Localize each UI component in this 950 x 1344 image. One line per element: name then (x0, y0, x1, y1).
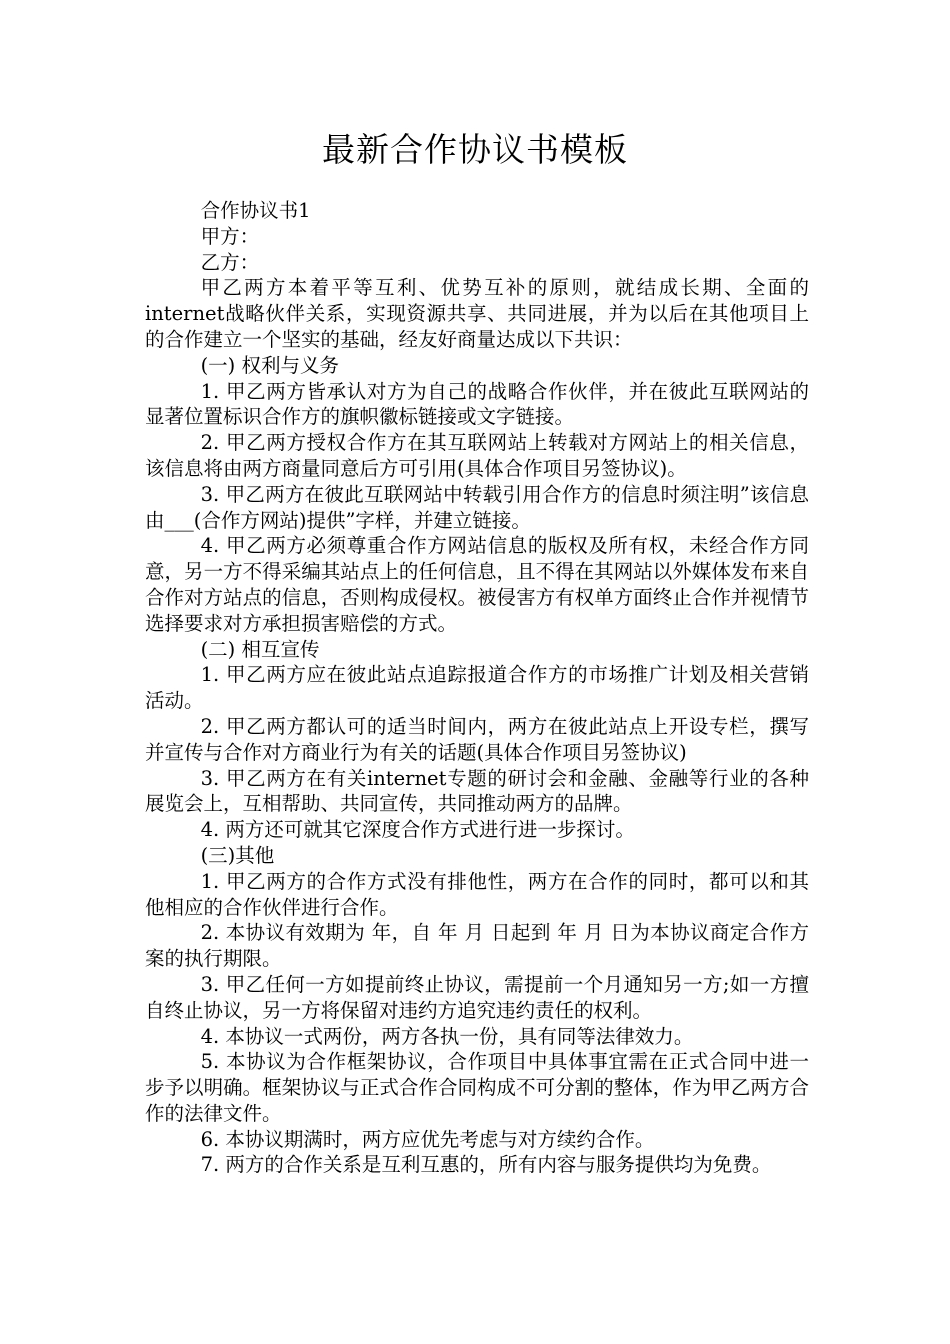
paragraph-other-7: 7. 两方的合作关系是互利互惠的，所有内容与服务提供均为免费。 (200, 1153, 772, 1177)
document-title: 最新合作协议书模板 (322, 130, 628, 169)
document-body (145, 198, 809, 1178)
paragraph-other-3: 3. 甲乙任何一方如提前终止协议，需提前一个月通知另一方;如一方擅自终止协议，另一方将保留对违约方追究违约责任的权利。 (145, 972, 809, 1022)
paragraph-other-4: 4. 本协议一式两份，两方各执一份，具有同等法律效力。 (200, 1024, 694, 1048)
paragraph-other-1: 1. 甲乙两方的合作方式没有排他性，两方在合作的同时，都可以和其他相应的合作伙伴进行合作。 (145, 869, 809, 919)
paragraph-promotion-1: 1. 甲乙两方应在彼此站点追踪报道合作方的市场推广计划及相关营销活动。 (145, 663, 809, 713)
section-heading-promotion: (二) 相互宣传 (200, 637, 320, 661)
paragraph-rights-2: 2. 甲乙两方授权合作方在其互联网站上转载对方网站上的相关信息，该信息将由两方商量同意后方可引用(具体合作项目另签协议)。 (145, 431, 809, 480)
paragraph-other-5: 5. 本协议为合作框架协议，合作项目中具体事宜需在正式合同中进一步予以明确。框架协议与正式合作合同构成不可分割的整体，作为甲乙两方合作的法律文件。 (145, 1050, 809, 1125)
paragraph-rights-4: 4. 甲乙两方必须尊重合作方网站信息的版权及所有权，未经合作方同意，另一方不得采编其站点上的任何信息，且不得在其网站以外媒体发布来自合作对方站点的信息，否则构成侵权。被侵害方有权单方面终止合作并视情节选择要求对方承担损害赔偿的方式。 (145, 534, 809, 635)
section-heading-rights: (一) 权利与义务 (200, 353, 339, 377)
paragraph-promotion-2: 2. 甲乙两方都认可的适当时间内，两方在彼此站点上开设专栏，撰写并宣传与合作对方商业行为有关的话题(具体合作项目另签协议) (145, 714, 809, 764)
section-heading-other: (三)其他 (200, 843, 275, 867)
paragraph-other-2: 2. 本协议有效期为 年，自 年 月 日起到 年 月 日为本协议商定合作方案的执行期限。 (145, 921, 809, 971)
paragraph-promotion-3: 3. 甲乙两方在有关internet专题的研讨会和金融、金融等行业的各种展览会上，互相帮助、共同宣传，共同推动两方的品牌。 (145, 766, 809, 816)
paragraph-subtitle: 合作协议书1 (200, 199, 311, 222)
paragraph-party-b: 乙方： (200, 250, 260, 274)
paragraph-promotion-4: 4. 两方还可就其它深度合作方式进行进一步探讨。 (200, 818, 635, 842)
paragraph-intro: 甲乙两方本着平等互利、优势互补的原则，就结成长期、全面的internet战略伙伴关系，实现资源共享、共同进展，并为以后在其他项目上的合作建立一个坚实的基础，经友好商量达成以下共识： (145, 276, 809, 351)
paragraph-party-a: 甲方： (200, 224, 260, 248)
paragraph-rights-1: 1. 甲乙两方皆承认对方为自己的战略合作伙伴，并在彼此互联网站的显著位置标识合作方的旗帜徽标链接或文字链接。 (145, 379, 809, 429)
paragraph-other-6: 6. 本协议期满时，两方应优先考虑与对方续约合作。 (200, 1127, 655, 1151)
paragraph-rights-3: 3. 甲乙两方在彼此互联网站中转载引用合作方的信息时须注明”该信息由___(合作方网站)提供”字样，并建立链接。 (145, 482, 809, 532)
